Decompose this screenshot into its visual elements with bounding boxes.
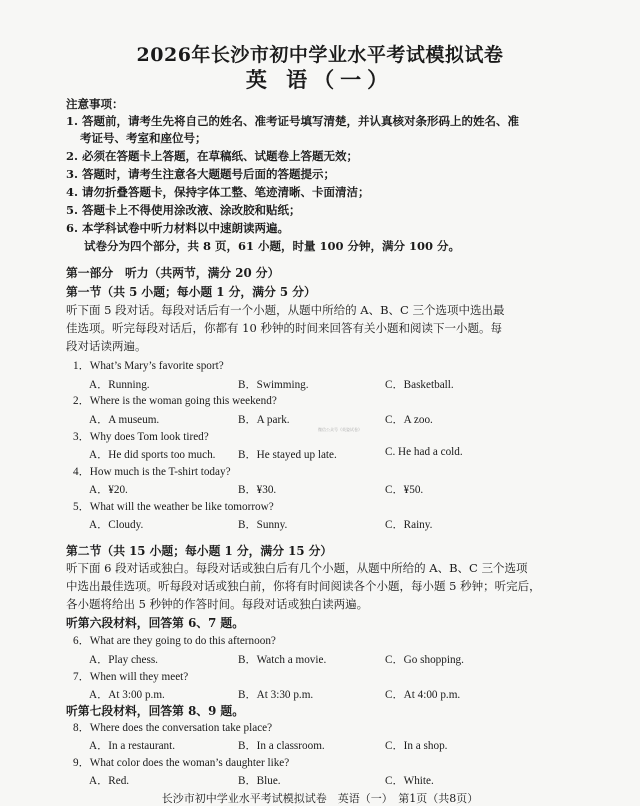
option-a: A．Running. — [89, 379, 150, 391]
notice-heading: 注意事项： — [66, 97, 124, 111]
option-b: B．Swimming. — [238, 379, 309, 391]
option-c: C. He had a cold. — [385, 446, 463, 458]
option-c: C．¥50. — [385, 484, 424, 496]
question-5: 5．What will the weather be like tomorrow? — [73, 501, 274, 513]
notice-item: 试卷分为四个部分，共 8 页，61 小题，时量 100 分钟，满分 100 分。 — [84, 239, 461, 253]
option-c: C．Go shopping. — [385, 654, 464, 666]
section2-instruction: 各小题将给出 5 秒钟的作答时间。每段对话或独白读两遍。 — [66, 597, 369, 611]
option-b: B．Sunny. — [238, 519, 288, 531]
notice-item: 3. 答题时，请考生注意各大题题号后面的答题提示； — [66, 167, 336, 181]
option-b: B．He stayed up late. — [238, 449, 337, 461]
option-a: A．¥20. — [89, 484, 128, 496]
notice-item: 2. 必须在答题卡上答题，在草稿纸、试题卷上答题无效； — [66, 149, 359, 163]
section1-instruction: 段对话读两遍。 — [66, 339, 147, 353]
option-b: B．Blue. — [238, 775, 281, 787]
exam-subtitle: 英 语（一） — [245, 67, 395, 92]
option-a: A．Red. — [89, 775, 130, 787]
option-c: C．A zoo. — [385, 414, 433, 426]
option-a: A．A museum. — [89, 414, 160, 426]
option-c: C．In a shop. — [385, 740, 448, 752]
option-a: A．In a restaurant. — [89, 740, 176, 752]
option-b: B．In a classroom. — [238, 740, 325, 752]
option-b: B．Watch a movie. — [238, 654, 327, 666]
section1-instruction: 佳选项。听完每段对话后，你都有 10 秒钟的时间来回答有关小题和阅读下一小题。每 — [66, 321, 502, 335]
notice-item: 考证号、考室和座位号； — [80, 131, 207, 145]
notice-item: 1. 答题前，请考生先将自己的姓名、准考证号填写清楚，并认真核对条形码上的姓名、准 — [66, 114, 520, 128]
option-a: A．Play chess. — [89, 654, 158, 666]
option-b: B．¥30. — [238, 484, 277, 496]
exam-title: 2026年长沙市初中学业水平考试模拟试卷 — [136, 44, 504, 66]
question-2: 2．Where is the woman going this weekend? — [73, 395, 277, 407]
material-7-heading: 听第七段材料，回答第 8、9 题。 — [66, 704, 244, 718]
watermark: 微信公众号《英姿试卷》 — [318, 427, 362, 432]
option-b: B．At 3:30 p.m. — [238, 689, 314, 701]
question-7: 7．When will they meet? — [73, 671, 189, 683]
question-9: 9．What color does the woman’s daughter like? — [73, 757, 290, 769]
option-a: A．Cloudy. — [89, 519, 144, 531]
section1-heading: 第一节（共 5 小题；每小题 1 分，满分 5 分） — [66, 285, 316, 299]
page-footer: 长沙市初中学业水平考试模拟试卷 英语（一） 第1页（共8页） — [161, 792, 479, 805]
option-c: C．At 4:00 p.m. — [385, 689, 461, 701]
material-6-heading: 听第六段材料，回答第 6、7 题。 — [66, 616, 244, 630]
section1-instruction: 听下面 5 段对话。每段对话后有一个小题，从题中所给的 A、B、C 三个选项中选出最 — [66, 303, 505, 317]
option-c: C．Basketball. — [385, 379, 454, 391]
notice-item: 5. 答题卡上不得使用涂改液、涂改胶和贴纸； — [66, 203, 301, 217]
question-1: 1．What’s Mary’s favorite sport? — [73, 360, 224, 372]
option-c: C．Rainy. — [385, 519, 433, 531]
question-6: 6．What are they going to do this afternoon? — [73, 635, 276, 647]
question-4: 4．How much is the T-shirt today? — [73, 466, 231, 478]
part1-heading: 第一部分 听力（共两节，满分 20 分） — [66, 266, 280, 280]
section2-heading: 第二节（共 15 小题；每小题 1 分，满分 15 分） — [66, 544, 333, 558]
question-3: 3．Why does Tom look tired? — [73, 431, 209, 443]
section2-instruction: 中选出最佳选项。听每段对话或独白前，你将有时间阅读各个小题，每小题 5 秒钟；听完后， — [66, 579, 541, 593]
option-a: A．At 3:00 p.m. — [89, 689, 165, 701]
option-a: A．He did sports too much. — [89, 449, 216, 461]
section2-instruction: 听下面 6 段对话或独白。每段对话或独白后有几个小题，从题中所给的 A、B、C 三个选项 — [66, 561, 528, 575]
notice-item: 6. 本学科试卷中听力材料以中速朗读两遍。 — [66, 221, 290, 235]
question-8: 8．Where does the conversation take place? — [73, 722, 273, 734]
notice-item: 4. 请勿折叠答题卡，保持字体工整、笔迹清晰、卡面清洁； — [66, 185, 370, 199]
option-c: C．White. — [385, 775, 434, 787]
option-b: B．A park. — [238, 414, 290, 426]
